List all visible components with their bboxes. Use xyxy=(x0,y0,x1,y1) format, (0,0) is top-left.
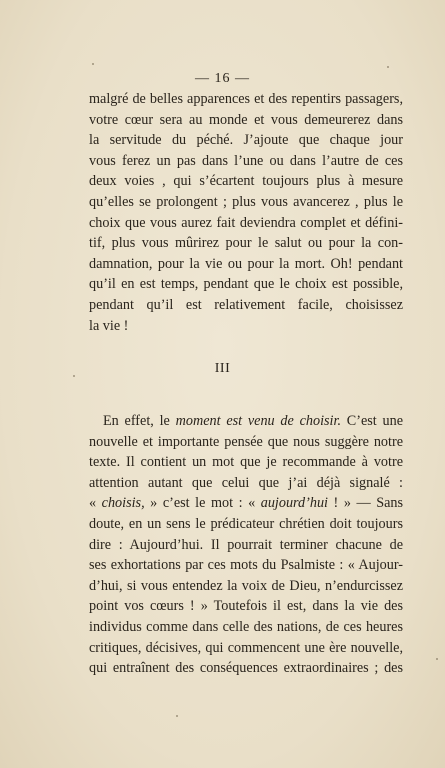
text-line: deux voies , qui s’écartent toujours plus à mesure xyxy=(89,173,403,190)
text-line: ses exhortations par ces mots du Psalmiste : « Aujour- xyxy=(89,557,403,574)
text-line: texte. Il contient un mot que je recommande à votre xyxy=(89,454,403,471)
text-line: qu’elles se prolongent ; plus vous avancerez , plus le xyxy=(89,193,403,210)
italic-text: choisis, xyxy=(101,495,145,512)
text-line: d’hui, si vous entendez la voix de Dieu, n’endurcissez xyxy=(89,577,403,594)
text-line: damnation, pour la vie ou pour la mort. Oh! pendant xyxy=(89,255,403,272)
text-fragment: ! » — Sans xyxy=(327,495,404,512)
paragraph-2 xyxy=(89,411,403,679)
text-fragment: « xyxy=(89,495,102,512)
text-line: doute, en un sens le prédicateur chrétien doit toujours xyxy=(89,515,403,532)
text-line: la servitude du péché. J’ajoute que chaque jour xyxy=(89,132,403,149)
paper-speck xyxy=(73,375,75,377)
text-line: vous ferez un pas dans l’une ou dans l’autre de ces xyxy=(89,152,403,169)
text-line: point vos cœurs ! » Toutefois il est, dans la vie des xyxy=(89,598,403,615)
paper-speck xyxy=(436,658,438,660)
text-line: attention autant que celui que j’ai déjà signalé : xyxy=(89,474,403,491)
paper-speck xyxy=(176,715,178,717)
paper-speck xyxy=(92,63,94,65)
text-line: qu’il en est temps, pendant que le choix est possible, xyxy=(89,276,403,293)
text-line xyxy=(89,493,403,514)
text-line: critiques, décisives, qui commencent une ère nouvelle, xyxy=(89,639,403,656)
text-line: tif, plus vous mûrirez pour le salut ou pour la con- xyxy=(89,235,403,252)
text-line: dire : Aujourd’hui. Il pourrait terminer chacune de xyxy=(89,536,403,553)
paper-speck xyxy=(387,66,389,68)
italic-text: moment est venu de choisir. xyxy=(175,413,341,429)
text-fragment: En effet, le xyxy=(103,413,176,429)
text-line: individus comme dans celle des nations, de ces heures xyxy=(89,618,403,635)
text-fragment: C’est une xyxy=(341,413,403,429)
paragraph-1 xyxy=(89,89,403,336)
text-line xyxy=(89,411,403,432)
section-heading: III xyxy=(214,361,231,376)
text-line: malgré de belles apparences et des repentirs passagers, xyxy=(89,91,403,107)
italic-text: aujourd’hui xyxy=(260,495,328,512)
text-line: nouvelle et importante pensée que nous suggère notre xyxy=(89,433,403,450)
text-fragment: » c’est le mot : « xyxy=(144,495,261,512)
text-line: qui entraînent des conséquences extraordinaires ; des xyxy=(89,660,403,677)
text-line: pendant qu’il est relativement facile, choisissez xyxy=(89,296,403,313)
text-line: votre cœur sera au monde et vous demeurerez dans xyxy=(89,111,403,128)
text-line: la vie ! xyxy=(89,317,129,334)
page-number: — 16 — xyxy=(195,71,250,86)
text-line: choix que vous aurez fait deviendra complet et défini- xyxy=(89,214,403,231)
